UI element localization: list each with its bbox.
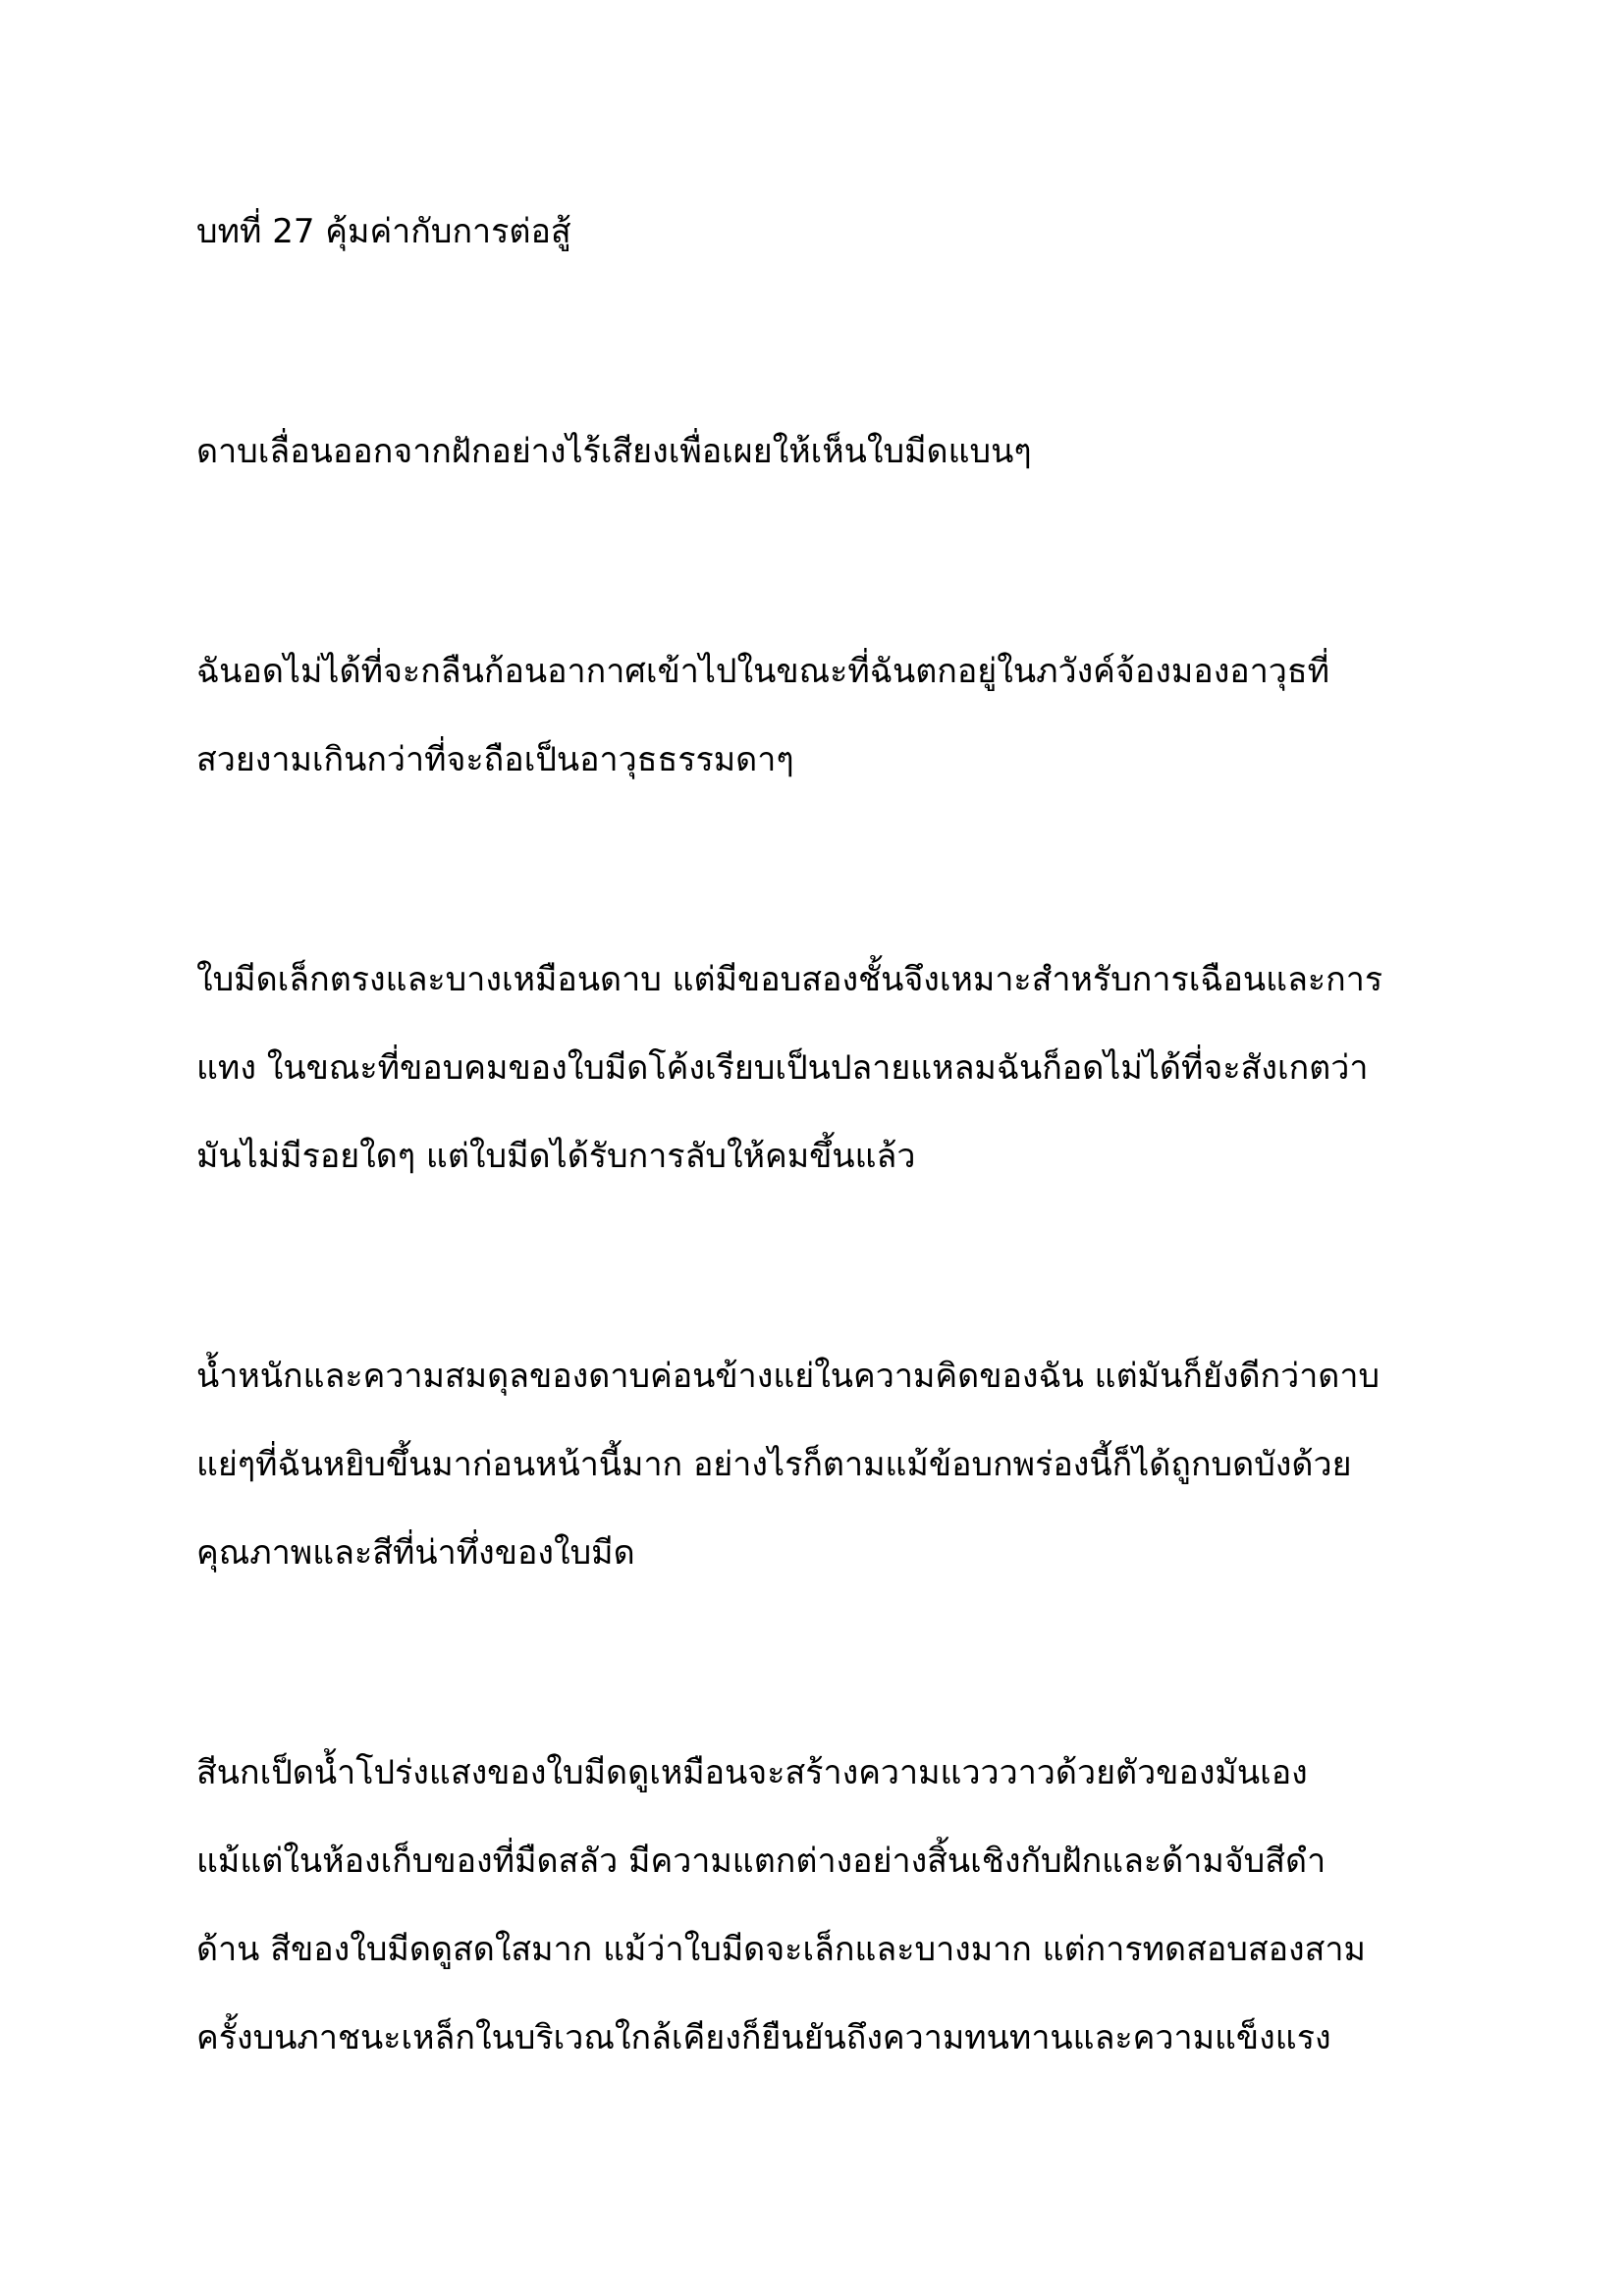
paragraph-4-line-2: แย่ๆที่ฉันหยิบขึ้นมาก่อนหน้านี้มาก อย่างไรก็ตามแม้ข้อบกพร่องนี้ก็ได้ถูกบดบังด้วย (196, 1445, 1352, 1484)
paragraph-2-line-1: ฉันอดไม่ได้ที่จะกลืนก้อนอากาศเข้าไปในขณะที่ฉันตกอยู่ในภวังค์จ้องมองอาวุธที่ (196, 652, 1330, 691)
paragraph-4-line-3: คุณภาพและสีที่น่าทึ่งของใบมีด (196, 1533, 635, 1573)
paragraph-5-line-4: ครั้งบนภาชนะเหล็กในบริเวณใกล้เคียงก็ยืนยันถึงความทนทานและความแข็งแรง (196, 2018, 1331, 2057)
paragraph-5-line-2: แม้แต่ในห้องเก็บของที่มืดสลัว มีความแตกต่างอย่างสิ้นเชิงกับฝักและด้ามจับสีดำ (196, 1842, 1326, 1881)
chapter-title: บทที่ 27 คุ้มค่ากับการต่อสู้ (196, 212, 571, 251)
paragraph-3-line-3: มันไม่มีรอยใดๆ แต่ใบมีดได้รับการลับให้คมขึ้นแล้ว (196, 1137, 916, 1176)
paragraph-5-line-1: สีนกเป็ดน้ำโปร่งแสงของใบมีดดูเหมือนจะสร้างความแวววาวด้วยตัวของมันเอง (196, 1753, 1308, 1792)
paragraph-3-line-2: แทง ในขณะที่ขอบคมของใบมีดโค้งเรียบเป็นปลายแหลมฉันก็อดไม่ได้ที่จะสังเกตว่า (196, 1048, 1369, 1088)
paragraph-2-line-2: สวยงามเกินกว่าที่จะถือเป็นอาวุธธรรมดาๆ (196, 740, 794, 779)
paragraph-3-line-1: ใบมีดเล็กตรงและบางเหมือนดาบ แต่มีขอบสองชั้นจึงเหมาะสำหรับการเฉือนและการ (196, 960, 1383, 999)
paragraph-4-line-1: น้ำหนักและความสมดุลของดาบค่อนข้างแย่ในความคิดของฉัน แต่มันก็ยังดีกว่าดาบ (196, 1357, 1380, 1396)
paragraph-5-line-3: ด้าน สีของใบมีดดูสดใสมาก แม้ว่าใบมีดจะเล็กและบางมาก แต่การทดสอบสองสาม (196, 1930, 1366, 1969)
paragraph-1-line-1: ดาบเลื่อนออกจากฝักอย่างไร้เสียงเพื่อเผยให้เห็นใบมีดแบนๆ (196, 432, 1032, 471)
